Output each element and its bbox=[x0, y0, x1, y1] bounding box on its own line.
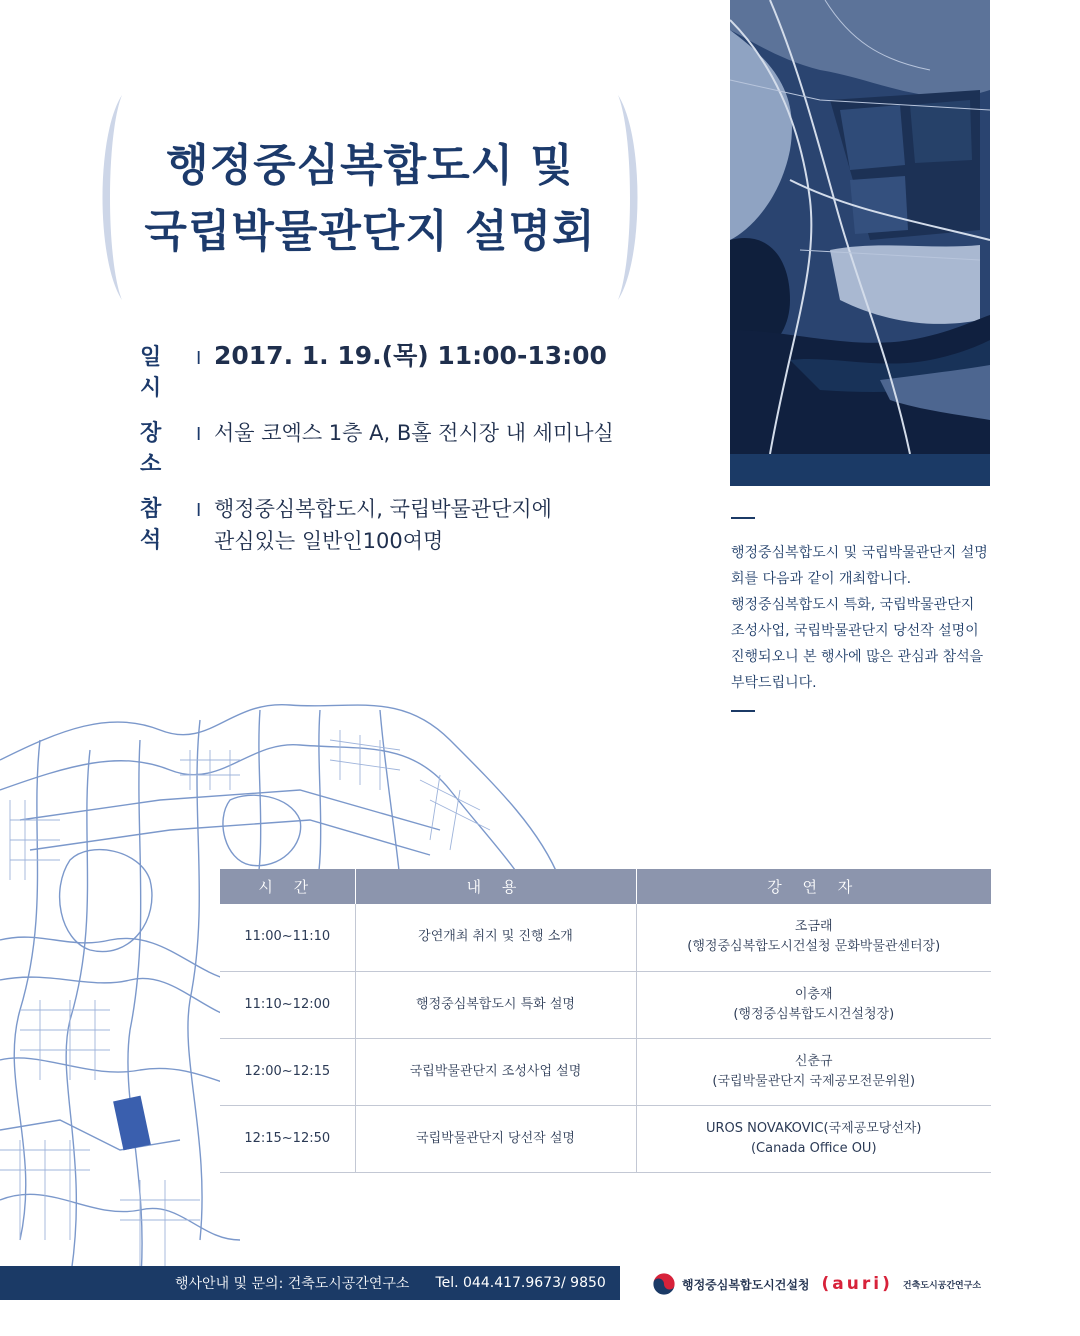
title-line-2: 국립박물관단지 설명회 bbox=[144, 206, 596, 257]
info-value-line-1: 행정중심복합도시, 국립박물관단지에 bbox=[214, 497, 552, 521]
left-parenthesis-icon bbox=[90, 95, 130, 300]
intro-line: 진행되오니 본 행사에 많은 관심과 참석을 bbox=[731, 649, 984, 665]
info-label: 일 시 bbox=[140, 345, 168, 401]
schedule-table bbox=[220, 869, 991, 1173]
info-value-line-2: 관심있는 일반인100여명 bbox=[214, 529, 444, 553]
intro-line: 행정중심복합도시 및 국립박물관단지 설명 bbox=[731, 545, 988, 561]
cell-content: 국립박물관단지 조성사업 설명 bbox=[355, 1038, 636, 1105]
table-row bbox=[220, 1038, 991, 1105]
header-time: 시 간 bbox=[220, 869, 355, 904]
info-row-datetime bbox=[140, 340, 700, 402]
footer-contact-bar bbox=[0, 1266, 620, 1300]
taegeuk-emblem-icon bbox=[652, 1272, 676, 1296]
speaker-name: 신춘규 bbox=[794, 1053, 833, 1069]
info-separator: I bbox=[196, 500, 202, 521]
right-parenthesis-icon bbox=[610, 95, 650, 300]
info-value: 2017. 1. 19.(목) 11:00-13:00 bbox=[214, 341, 607, 370]
intro-top-dash bbox=[731, 517, 755, 519]
table-row bbox=[220, 971, 991, 1038]
auri-logo-text: auri bbox=[832, 1274, 883, 1294]
cell-time: 11:00~11:10 bbox=[220, 904, 355, 971]
intro-line: 조성사업, 국립박물관단지 당선작 설명이 bbox=[731, 623, 979, 639]
table-row bbox=[220, 1105, 991, 1172]
cell-speaker bbox=[636, 904, 991, 971]
info-value bbox=[214, 493, 552, 557]
cell-content: 행정중심복합도시 특화 설명 bbox=[355, 971, 636, 1038]
speaker-org: (행정중심복합도시건설청장) bbox=[733, 1006, 895, 1022]
footer-tel: Tel. 044.417.9673/ 9850 bbox=[435, 1275, 606, 1291]
info-separator: I bbox=[196, 348, 202, 369]
page-title bbox=[130, 133, 610, 265]
gov-agency-name: 행정중심복합도시건설청 bbox=[682, 1277, 810, 1292]
cell-speaker bbox=[636, 971, 991, 1038]
table-row bbox=[220, 904, 991, 971]
cell-time: 12:00~12:15 bbox=[220, 1038, 355, 1105]
info-value: 서울 코엑스 1층 A, B홀 전시장 내 세미나실 bbox=[214, 421, 614, 445]
info-row-attendees bbox=[140, 492, 700, 557]
aerial-color-band bbox=[730, 454, 990, 486]
auri-institute-name: 건축도시공간연구소 bbox=[902, 1280, 982, 1291]
speaker-name: UROS NOVAKOVIC(국제공모당선자) bbox=[705, 1120, 922, 1136]
info-label: 장 소 bbox=[140, 421, 168, 477]
table-header-row bbox=[220, 869, 991, 904]
intro-text bbox=[731, 540, 1001, 696]
speaker-org: (국립박물관단지 국제공모전문위원) bbox=[712, 1073, 916, 1089]
intro-bottom-dash bbox=[731, 710, 755, 712]
cell-content: 강연개최 취지 및 진행 소개 bbox=[355, 904, 636, 971]
intro-line: 행정중심복합도시 특화, 국립박물관단지 bbox=[731, 597, 975, 613]
title-block bbox=[90, 95, 650, 300]
auri-logo: (auri) bbox=[821, 1274, 893, 1294]
cell-speaker bbox=[636, 1038, 991, 1105]
speaker-org: (Canada Office OU) bbox=[750, 1140, 877, 1156]
header-speaker: 강 연 자 bbox=[636, 869, 991, 904]
info-label: 참 석 bbox=[140, 497, 168, 553]
title-line-1: 행정중심복합도시 및 bbox=[166, 140, 574, 191]
event-info bbox=[140, 340, 700, 571]
info-separator: I bbox=[196, 424, 202, 445]
speaker-name: 이충재 bbox=[794, 986, 833, 1002]
footer-logos bbox=[652, 1268, 1012, 1300]
info-row-venue bbox=[140, 416, 700, 478]
cell-speaker bbox=[636, 1105, 991, 1172]
aerial-photo bbox=[730, 0, 990, 454]
intro-line: 회를 다음과 같이 개최합니다. bbox=[731, 571, 912, 587]
intro-line: 부탁드립니다. bbox=[731, 675, 817, 691]
speaker-name: 조금래 bbox=[794, 919, 833, 935]
footer-contact: 행사안내 및 문의: 건축도시공간연구소 bbox=[175, 1276, 410, 1292]
cell-time: 12:15~12:50 bbox=[220, 1105, 355, 1172]
speaker-org: (행정중심복합도시건설청 문화박물관센터장) bbox=[687, 939, 941, 955]
header-content: 내 용 bbox=[355, 869, 636, 904]
cell-time: 11:10~12:00 bbox=[220, 971, 355, 1038]
cell-content: 국립박물관단지 당선작 설명 bbox=[355, 1105, 636, 1172]
